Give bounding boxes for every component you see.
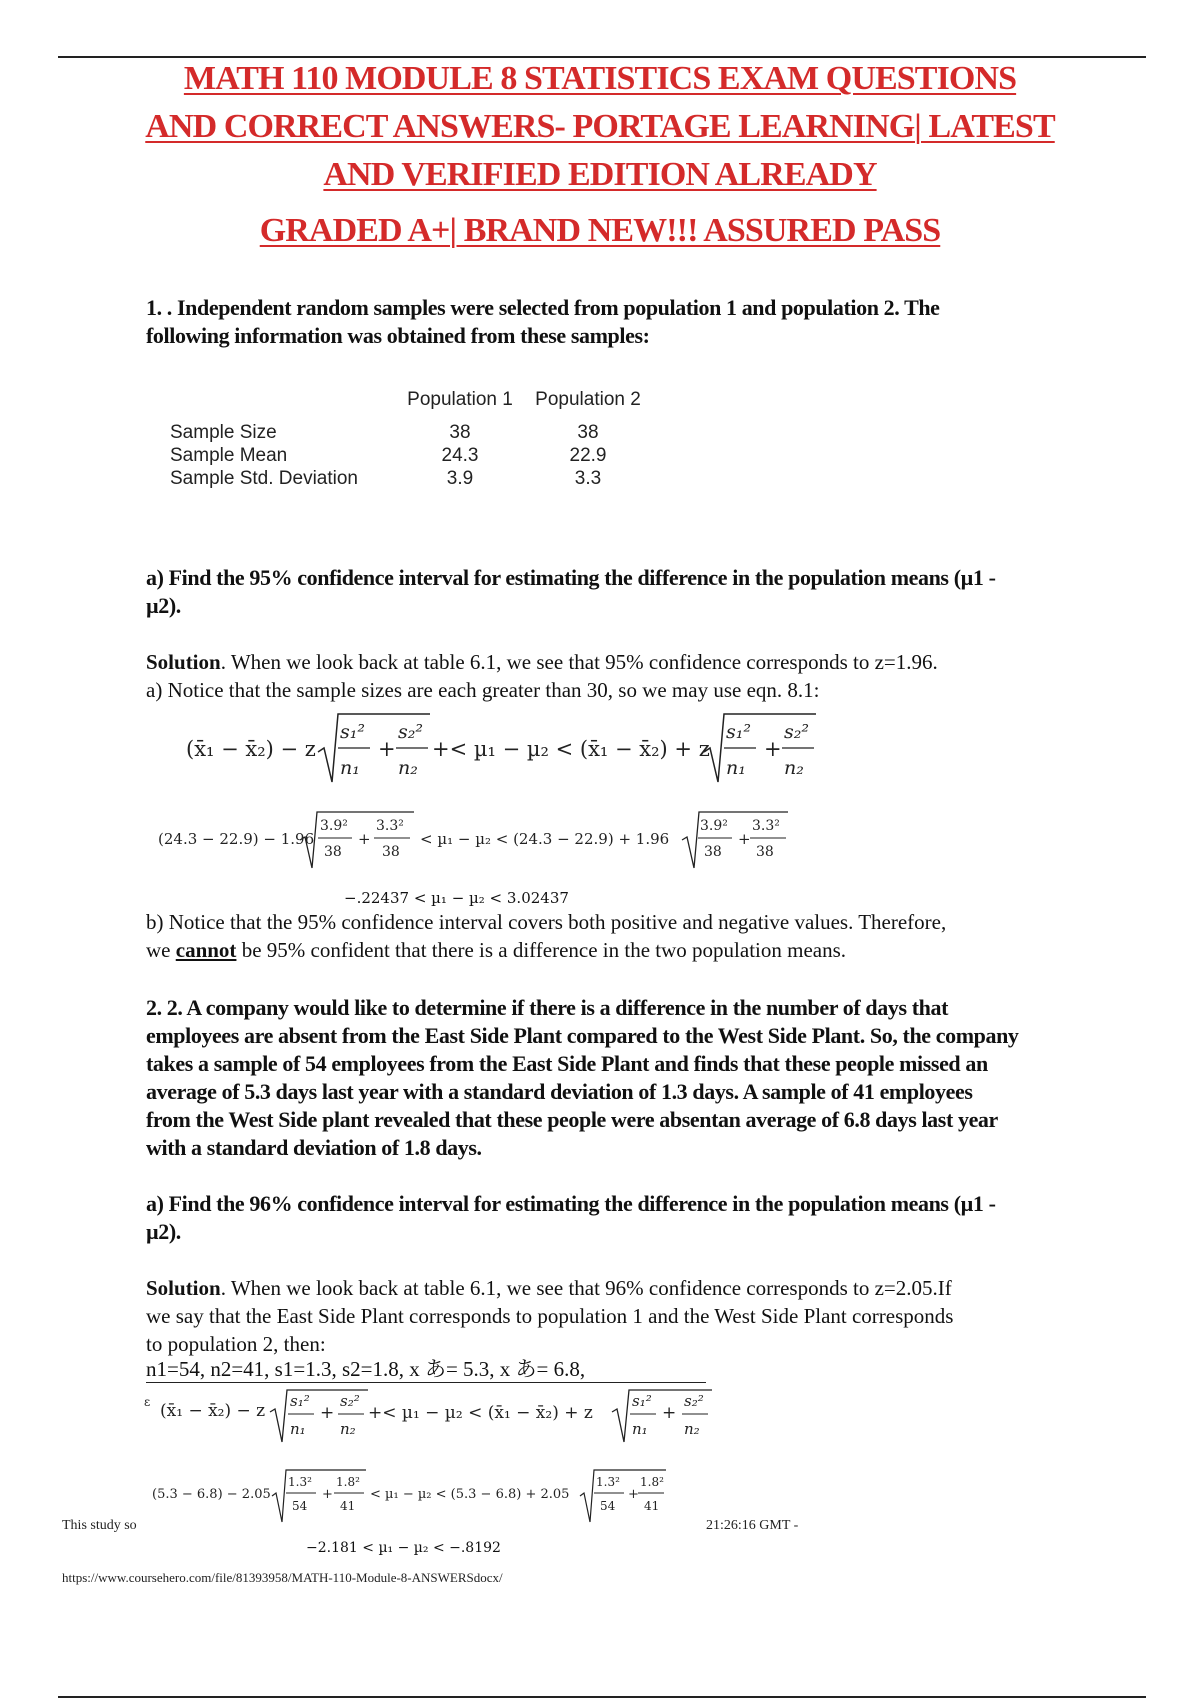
sub-mid: < µ₁ − µ₂ < (24.3 − 22.9) + 1.96	[420, 830, 670, 848]
sub-frac1-num: 3.9²	[320, 818, 348, 834]
q2-given-values: n1=54, n2=41, s1=1.3, s2=1.8, x あ= 5.3, x あ= 6.8,	[146, 1356, 706, 1383]
sub-left: (24.3 − 22.9) − 1.96	[158, 830, 315, 848]
q2-intro-line: average of 5.3 days last year with a standard deviation of 1.3 days. A sample of 41 employees	[146, 1079, 973, 1104]
formula-n1: n₁	[632, 1420, 648, 1438]
formula-s1sq: s₁²	[726, 721, 751, 743]
sub-plus: +	[322, 1487, 333, 1502]
q1-solution-line-1	[146, 648, 1086, 676]
q1-part-a-line-1: a) Find the 95% confidence interval for estimating the difference in the population means (µ1 -	[146, 565, 996, 590]
table-cell: Sample Std. Deviation	[170, 468, 358, 489]
sub-frac2-num: 3.3²	[752, 818, 780, 834]
formula-lhs: (x̄₁ − x̄₂) − z	[160, 1401, 266, 1421]
part-b-pre: we	[146, 938, 176, 962]
formula-plus: +	[320, 1403, 335, 1423]
sub-plus: +	[358, 830, 371, 848]
q2-intro-line: takes a sample of 54 employees from the East Side Plant and finds that these people missed an	[146, 1051, 988, 1076]
sub-frac1-den: 54	[600, 1499, 616, 1513]
sub-frac1-num: 1.3²	[288, 1475, 312, 1489]
q2-solution-line-2: we say that the East Side Plant corresponds to population 1 and the West Side Plant corresponds	[146, 1304, 954, 1328]
q1-result: −.22437 < µ₁ − µ₂ < 3.02437	[344, 889, 569, 907]
table-header-row	[170, 388, 652, 421]
footer-left-text: This study so	[62, 1518, 137, 1533]
formula-s2sq: s₂²	[784, 721, 809, 743]
sub-frac1-den: 38	[324, 844, 342, 860]
title-line-1: MATH 110 MODULE 8 STATISTICS EXAM QUESTIONS	[183, 60, 1017, 97]
title-line-2: AND CORRECT ANSWERS- PORTAGE LEARNING| LATEST	[145, 108, 1055, 145]
formula-lhs: (x̄₁ − x̄₂) − z	[186, 737, 316, 761]
title-line-4: GRADED A+| BRAND NEW!!! ASSURED PASS	[259, 212, 941, 249]
solution-text: . When we look back at table 6.1, we see that 96% confidence corresponds to z=2.05.If	[220, 1276, 952, 1300]
sub-frac2-den: 41	[644, 1499, 660, 1513]
formula-n2: n₂	[684, 1420, 700, 1438]
table-cell: 3.9	[446, 468, 474, 489]
sub-frac1-num: 1.3²	[596, 1475, 620, 1489]
formula-s1sq: s₁²	[340, 721, 365, 743]
sub-frac1-num: 3.9²	[700, 818, 728, 834]
table-cell: 22.9	[569, 445, 607, 466]
sub-plus: +	[628, 1487, 639, 1502]
formula-plus: +	[378, 737, 396, 761]
formula-s1sq: s₁²	[290, 1392, 310, 1410]
table-cell: 38	[577, 422, 599, 443]
q2-intro-line: 2. 2. A company would like to determine if there is a difference in the number of days that	[146, 995, 949, 1020]
formula-plus: +	[662, 1403, 677, 1423]
q1-intro-line-2: following information was obtained from these samples:	[146, 323, 650, 348]
table-cell: Sample Size	[170, 422, 277, 443]
sub-plus: +	[738, 830, 751, 848]
q2-substituted-formula	[0, 1466, 1200, 1526]
q2-solution-line-1	[146, 1274, 1086, 1302]
table-cell: 24.3	[441, 445, 479, 466]
sub-frac2-den: 41	[340, 1499, 356, 1513]
table-cell: Sample Mean	[170, 445, 288, 466]
solution-text: . When we look back at table 6.1, we see that 95% confidence corresponds to z=1.96.	[220, 650, 938, 674]
q2-solution-line-3: to population 2, then:	[146, 1332, 326, 1356]
q2-general-formula	[0, 1386, 1200, 1450]
sub-frac1-den: 54	[292, 1499, 308, 1513]
title-line-3: AND VERIFIED EDITION ALREADY	[323, 156, 877, 193]
formula-n2: n₂	[784, 757, 804, 779]
table-cell: 3.3	[574, 468, 602, 489]
formula-s1sq: s₁²	[632, 1392, 652, 1410]
formula-s2sq: s₂²	[684, 1392, 704, 1410]
table-header-cell: Population 1	[407, 389, 513, 410]
q2-intro-line: employees are absent from the East Side Plant compared to the West Side Plant. So, the company	[146, 1023, 1019, 1048]
solution-label: Solution	[146, 1276, 221, 1300]
sub-frac1-den: 38	[704, 844, 722, 860]
formula-mid: +< µ₁ − µ₂ < (x̄₁ − x̄₂) + z	[432, 737, 710, 761]
q2-result: −2.181 < µ₁ − µ₂ < −.8192	[306, 1540, 501, 1556]
solution-label: Solution	[146, 650, 221, 674]
table-header-cell	[170, 388, 396, 421]
table-row	[170, 467, 652, 490]
q1-data-table	[170, 388, 652, 490]
q2-intro-line: with a standard deviation of 1.8 days.	[146, 1135, 482, 1160]
formula-s2sq: s₂²	[340, 1392, 360, 1410]
part-b-emphasis: cannot	[175, 938, 237, 962]
formula-n2: n₂	[340, 1420, 356, 1438]
sub-frac2-num: 3.3²	[376, 818, 404, 834]
table-cell: 38	[449, 422, 471, 443]
sub-mid: < µ₁ − µ₂ < (5.3 − 6.8) + 2.05	[370, 1487, 570, 1502]
formula-s2sq: s₂²	[398, 721, 423, 743]
q1-part-b-line-1: b) Notice that the 95% confidence interval covers both positive and negative values. Therefore,	[146, 910, 947, 934]
q2-intro-line: from the West Side plant revealed that these people were absentan average of 6.8 days last year	[146, 1107, 998, 1132]
formula-mid: +< µ₁ − µ₂ < (x̄₁ − x̄₂) + z	[368, 1403, 593, 1423]
table-header-cell: Population 2	[535, 389, 641, 410]
sub-left: (5.3 − 6.8) − 2.05	[152, 1487, 271, 1502]
formula-n2: n₂	[398, 757, 418, 779]
svg-text:ε: ε	[144, 1395, 151, 1409]
table-row	[170, 444, 652, 467]
footer-timestamp: 21:26:16 GMT -	[706, 1518, 799, 1533]
q1-intro-line-1: 1. . Independent random samples were selected from population 1 and population 2. The	[146, 295, 940, 320]
source-url[interactable]: https://www.coursehero.com/file/81393958/MATH-110-Module-8-ANSWERSdocx/	[62, 1570, 503, 1585]
q2-part-a-line-1: a) Find the 96% confidence interval for estimating the difference in the population means (µ1 -	[146, 1191, 996, 1216]
formula-n1: n₁	[340, 757, 360, 779]
q1-part-a-line-2: µ2).	[146, 593, 181, 618]
formula-n1: n₁	[726, 757, 746, 779]
formula-n1: n₁	[290, 1420, 306, 1438]
sub-frac2-den: 38	[382, 844, 400, 860]
top-rule	[58, 56, 1146, 58]
q1-general-formula	[0, 708, 1200, 784]
q1-part-b-line-2	[146, 936, 1086, 964]
sub-frac2-num: 1.8²	[336, 1475, 360, 1489]
bottom-rule	[58, 1696, 1146, 1698]
sub-frac2-num: 1.8²	[640, 1475, 664, 1489]
q1-solution-line-2: a) Notice that the sample sizes are each greater than 30, so we may use eqn. 8.1:	[146, 678, 820, 702]
table-row	[170, 421, 652, 444]
q2-part-a-line-2: µ2).	[146, 1219, 181, 1244]
q1-substituted-formula	[0, 808, 1200, 872]
formula-plus: +	[764, 737, 782, 761]
part-b-post: be 95% confident that there is a difference in the two population means.	[236, 938, 847, 962]
sub-frac2-den: 38	[756, 844, 774, 860]
